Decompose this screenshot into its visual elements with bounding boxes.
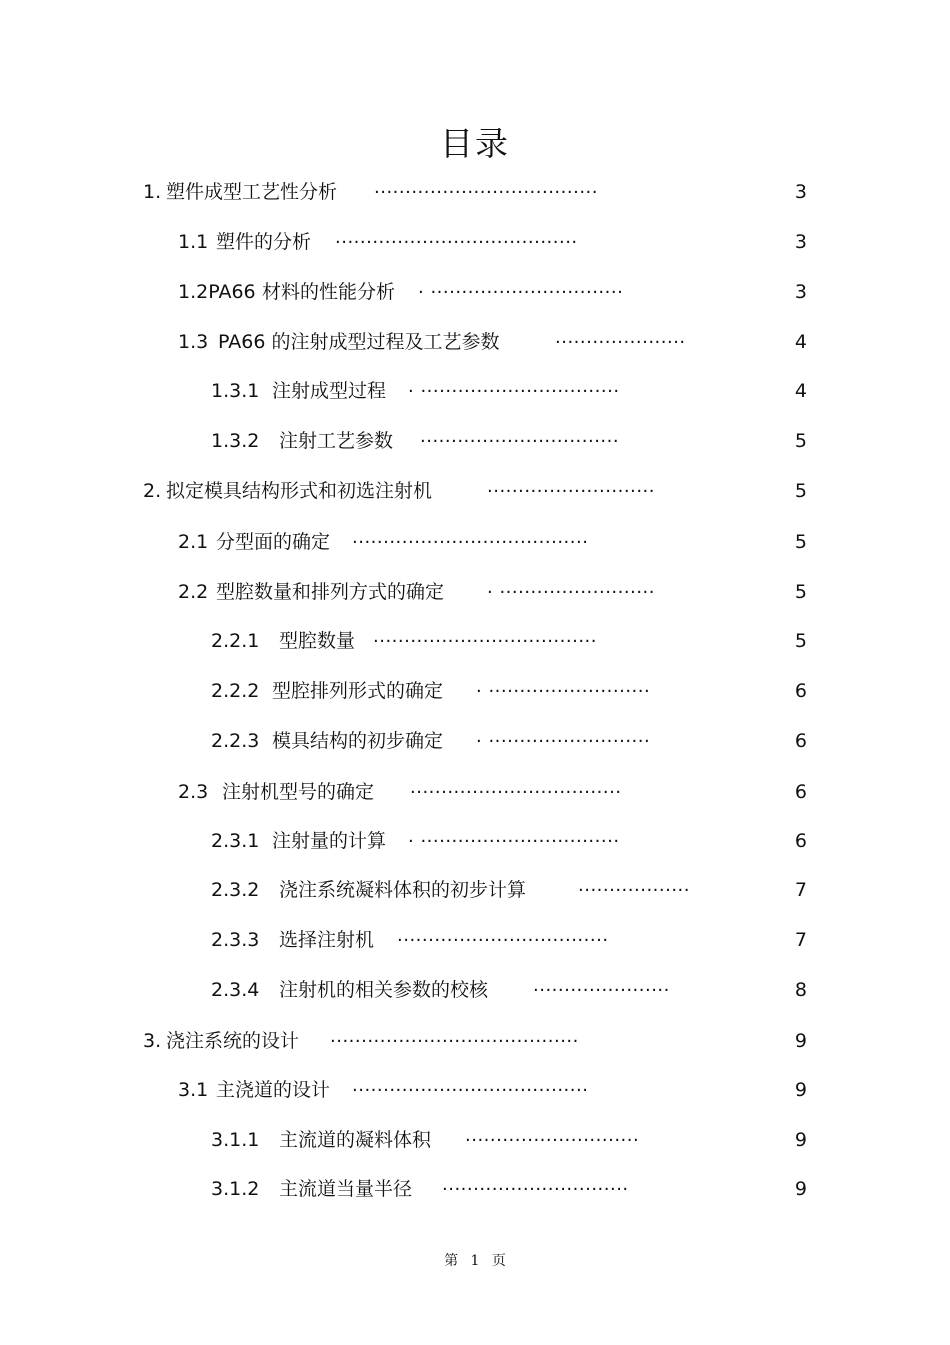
toc-entry-number: 2.3.2 <box>211 879 260 901</box>
toc-entry-label: 注射机的相关参数的校核 <box>279 979 489 1001</box>
toc-entry-page-number: 9 <box>794 1129 807 1151</box>
toc-entry-page-number: 3 <box>794 231 807 253</box>
toc-entry-leader-dots: ....................................... <box>335 227 578 248</box>
toc-entry-leader-dots: .................. <box>578 875 690 896</box>
toc-entry <box>0 676 950 706</box>
toc-entry <box>0 426 950 456</box>
toc-entry-leader-dots: .................................... <box>373 626 597 647</box>
toc-entry-leader-dots: ..................... <box>555 327 686 348</box>
toc-entry-leader-dots: .................................. <box>410 777 622 798</box>
toc-entry-label: 主流道的凝料体积 <box>279 1129 432 1151</box>
footer-suffix: 页 <box>491 1253 506 1269</box>
toc-entry-label: 型腔排列形式的确定 <box>272 680 444 702</box>
toc-entry-label: 拟定模具结构形式和初选注射机 <box>166 480 433 502</box>
toc-entry-label: 模具结构的初步确定 <box>272 730 444 752</box>
toc-entry <box>0 826 950 856</box>
toc-entry-leader-dots: ...................................... <box>352 527 589 548</box>
toc-entry <box>0 875 950 905</box>
toc-entry <box>0 777 950 807</box>
toc-entry-leader-dots: ........................... <box>487 476 655 497</box>
toc-entry <box>0 1075 950 1105</box>
toc-entry-page-number: 3 <box>794 281 807 303</box>
footer-page-number: 1 <box>470 1253 480 1269</box>
toc-entry-leader-dots: ...................... <box>533 975 670 996</box>
toc-entry-page-number: 6 <box>794 730 807 752</box>
toc-entry <box>0 1174 950 1204</box>
toc-entry-label: 注射量的计算 <box>272 830 387 852</box>
toc-entry-number: 2.3.1 <box>211 830 260 852</box>
toc-entry-number: 3.1.1 <box>211 1129 260 1151</box>
toc-entry <box>0 227 950 257</box>
toc-entry-number: 2.2.3 <box>211 730 260 752</box>
toc-entry-leader-dots: .................................. <box>397 925 609 946</box>
toc-entry-page-number: 3 <box>794 181 807 203</box>
page-title: 目录 <box>440 124 510 163</box>
toc-entry-number: 1.2PA66 <box>178 281 256 303</box>
toc-entry-page-number: 5 <box>794 630 807 652</box>
toc-entry-number: 1.1 <box>178 231 209 253</box>
toc-entry <box>0 476 950 506</box>
toc-entry-page-number: 6 <box>794 781 807 803</box>
toc-entry-label: 型腔数量和排列方式的确定 <box>216 581 445 603</box>
toc-entry-leader-dots: ...................................... <box>352 1075 589 1096</box>
toc-entry-page-number: 9 <box>794 1030 807 1052</box>
toc-entry-number: 2.2 <box>178 581 209 603</box>
toc-entry-page-number: 7 <box>794 929 807 951</box>
toc-entry <box>0 577 950 607</box>
toc-entry-page-number: 9 <box>794 1178 807 1200</box>
toc-entry-page-number: 4 <box>794 331 807 353</box>
toc-entry <box>0 527 950 557</box>
toc-entry-number: 1.3 <box>178 331 209 353</box>
toc-entry-label: 塑件成型工艺性分析 <box>166 181 338 203</box>
toc-entry-number: 2. <box>143 480 162 502</box>
toc-entry-leader-dots: . ......................... <box>487 577 655 598</box>
toc-entry-page-number: 5 <box>794 480 807 502</box>
toc-entry-label: 主流道当量半径 <box>279 1178 413 1200</box>
toc-entry-label: 注射成型过程 <box>272 380 387 402</box>
toc-entry-number: 2.3 <box>178 781 209 803</box>
toc-entry-number: 3.1.2 <box>211 1178 260 1200</box>
toc-entry-label: 浇注系统的设计 <box>166 1030 300 1052</box>
toc-entry-page-number: 9 <box>794 1079 807 1101</box>
toc-entry-page-number: 5 <box>794 531 807 553</box>
toc-entry <box>0 376 950 406</box>
toc-entry-number: 1.3.1 <box>211 380 260 402</box>
toc-entry-number: 1. <box>143 181 162 203</box>
toc-entry-leader-dots: .................................... <box>374 177 598 198</box>
toc-entry-leader-dots: . .......................... <box>476 676 651 697</box>
toc-entry-number: 2.3.4 <box>211 979 260 1001</box>
toc-entry <box>0 327 950 357</box>
toc-entry-label: 注射机型号的确定 <box>222 781 375 803</box>
toc-entry-number: 2.2.2 <box>211 680 260 702</box>
toc-entry-page-number: 6 <box>794 830 807 852</box>
toc-entry <box>0 1125 950 1155</box>
footer-prefix: 第 <box>444 1253 459 1269</box>
toc-entry-label: 分型面的确定 <box>216 531 331 553</box>
toc-entry-leader-dots: . .......................... <box>476 726 651 747</box>
toc-entry <box>0 975 950 1005</box>
toc-entry <box>0 177 950 207</box>
toc-entry <box>0 925 950 955</box>
toc-entry-number: 2.3.3 <box>211 929 260 951</box>
toc-entry-label: PA66 的注射成型过程及工艺参数 <box>218 331 500 353</box>
toc-entry-number: 3. <box>143 1030 162 1052</box>
toc-entry-page-number: 6 <box>794 680 807 702</box>
toc-entry-number: 2.1 <box>178 531 209 553</box>
toc-entry <box>0 726 950 756</box>
toc-entry-leader-dots: . ................................ <box>408 376 620 397</box>
toc-entry-number: 2.2.1 <box>211 630 260 652</box>
toc-entry-leader-dots: ........................................ <box>330 1026 579 1047</box>
toc-entry <box>0 277 950 307</box>
page-footer <box>0 1250 950 1270</box>
toc-entry-number: 3.1 <box>178 1079 209 1101</box>
toc-entry-label: 主浇道的设计 <box>216 1079 331 1101</box>
toc-entry-label: 材料的性能分析 <box>262 281 396 303</box>
toc-entry-page-number: 5 <box>794 430 807 452</box>
toc-entry-leader-dots: . ................................ <box>408 826 620 847</box>
toc-entry-page-number: 4 <box>794 380 807 402</box>
toc-entry-label: 塑件的分析 <box>216 231 312 253</box>
toc-entry-leader-dots: ................................ <box>420 426 620 447</box>
toc-entry-page-number: 7 <box>794 879 807 901</box>
toc-entry-number: 1.3.2 <box>211 430 260 452</box>
toc-entry-page-number: 8 <box>794 979 807 1001</box>
toc-entry-label: 浇注系统凝料体积的初步计算 <box>279 879 527 901</box>
toc-entry-page-number: 5 <box>794 581 807 603</box>
toc-entry <box>0 626 950 656</box>
toc-entry-leader-dots: . ............................... <box>418 277 624 298</box>
toc-entry-leader-dots: ............................ <box>465 1125 640 1146</box>
toc-entry <box>0 1026 950 1056</box>
toc-entry-label: 注射工艺参数 <box>279 430 394 452</box>
toc-entry-label: 型腔数量 <box>279 630 356 652</box>
toc-entry-leader-dots: .............................. <box>442 1174 629 1195</box>
toc-entry-label: 选择注射机 <box>279 929 375 951</box>
